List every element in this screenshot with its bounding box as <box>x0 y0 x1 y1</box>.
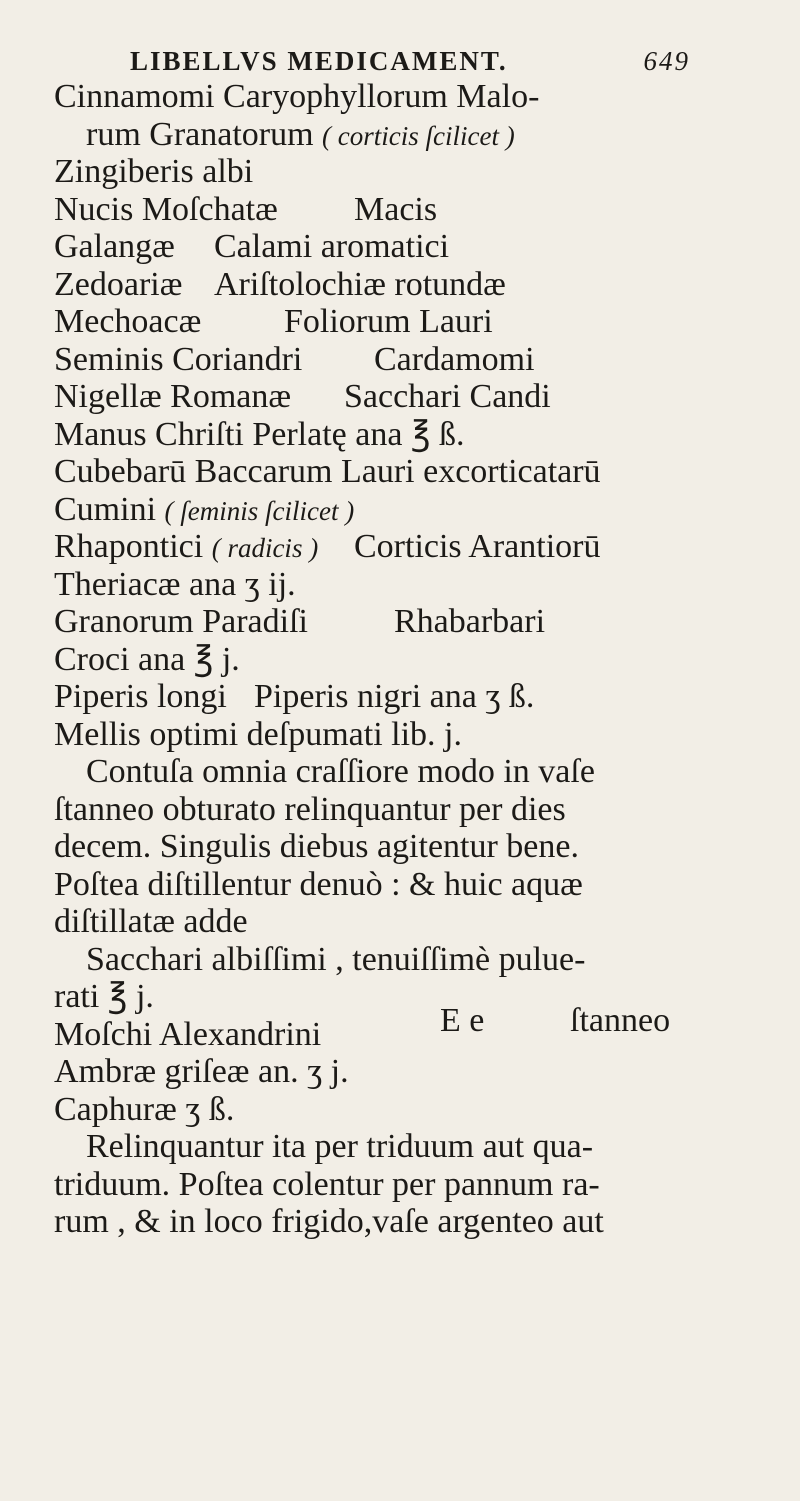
text-line <box>54 228 774 266</box>
line-text: ſtanneo obturato relinquantur per dies <box>54 790 566 828</box>
line-text: Cinnamomi Caryophyllorum Malo- <box>54 78 540 115</box>
line-text: rum Granatorum <box>86 115 323 153</box>
text-line <box>54 1091 774 1129</box>
line-italic-note: ( radicis ) <box>211 533 319 563</box>
text-line <box>54 453 774 491</box>
text-line <box>54 378 774 416</box>
text-line <box>54 153 774 191</box>
line-text: Sacchari albiſſimi , tenuiſſimè pulue- <box>86 940 586 978</box>
recipe-text <box>54 78 774 1241</box>
line-second-column: Ariſtolochiæ rotundæ <box>214 265 506 303</box>
text-line <box>54 1203 774 1241</box>
text-line <box>54 416 774 454</box>
line-second-column: Piperis nigri ana ʒ ß. <box>254 678 535 715</box>
text-line <box>54 828 774 866</box>
line-text: Granorum Paradiſi <box>54 603 308 640</box>
line-second-column: Sacchari Candi <box>344 378 551 415</box>
line-text: Theriacæ ana ʒ ij. <box>54 565 296 603</box>
text-line <box>54 191 774 229</box>
line-text: Piperis longi <box>54 678 227 715</box>
text-line <box>54 641 774 679</box>
line-text: Mechoacæ <box>54 303 202 340</box>
text-line <box>54 716 774 754</box>
line-italic-note: ( corticis ſcilicet ) <box>322 120 515 151</box>
line-text: Contuſa omnia craſſiore modo in vaſe <box>86 753 595 790</box>
line-text: Seminis Coriandri <box>54 340 303 378</box>
line-text: Nucis Moſchatæ <box>54 190 278 228</box>
line-italic-note: ( ſeminis ſcilicet ) <box>164 495 355 526</box>
text-line <box>54 903 774 941</box>
line-text: Croci ana ℥ j. <box>54 640 240 678</box>
line-second-column: Foliorum Lauri <box>284 303 493 340</box>
line-text: diſtillatæ adde <box>54 903 248 940</box>
text-line <box>54 566 774 604</box>
text-line <box>54 491 774 529</box>
page-footer <box>440 1002 720 1040</box>
line-text: Galangæ <box>54 228 175 265</box>
line-text: Nigellæ Romanæ <box>54 378 292 415</box>
line-text: Ambræ griſeæ an. ʒ j. <box>54 1053 349 1090</box>
text-line <box>54 678 774 716</box>
text-line <box>54 753 774 791</box>
text-line <box>54 866 774 904</box>
line-second-column: Calami aromatici <box>214 228 450 265</box>
line-second-column: Rhabarbari <box>394 603 546 640</box>
text-line <box>54 78 774 116</box>
text-line <box>54 303 774 341</box>
line-text: Relinquantur ita per triduum aut qua- <box>86 1128 594 1165</box>
signature-mark: E e <box>440 1002 485 1039</box>
text-line <box>54 528 774 566</box>
text-line <box>54 1128 774 1166</box>
line-text: Cubebarū Baccarum Lauri excorticatarū <box>54 453 601 490</box>
line-second-column: Macis <box>354 190 438 228</box>
line-second-column: Cardamomi <box>374 340 535 378</box>
line-text: rati ℥ j. <box>54 978 154 1015</box>
line-text: decem. Singulis diebus agitentur bene. <box>54 828 579 865</box>
line-second-column: Corticis Arantiorū <box>354 528 601 565</box>
line-text: Poſtea diſtillentur denuò : & huic aquæ <box>54 865 583 903</box>
text-line <box>54 1053 774 1091</box>
text-line <box>54 116 774 154</box>
line-text: Rhapontici <box>54 528 212 565</box>
line-text: Manus Chriſti Perlatę ana ℥ ß. <box>54 415 465 453</box>
line-text: Cumini <box>54 490 165 528</box>
line-text: rum , & in loco frigido,vaſe argenteo aut <box>54 1203 604 1240</box>
page-number: 649 <box>643 46 690 76</box>
text-line <box>54 266 774 304</box>
text-line <box>54 341 774 379</box>
line-text: Mellis optimi deſpumati lib. j. <box>54 715 462 753</box>
catchword: ſtanneo <box>570 1002 671 1039</box>
line-text: Moſchi Alexandrini <box>54 1015 322 1053</box>
text-line <box>54 941 774 979</box>
line-text: triduum. Poſtea colentur per pannum ra- <box>54 1165 600 1203</box>
line-text: Zedoariæ <box>54 265 183 303</box>
line-text: Zingiberis albi <box>54 153 254 190</box>
line-text: Caphuræ ʒ ß. <box>54 1090 235 1128</box>
text-line <box>54 1166 774 1204</box>
running-title: LIBELLVS MEDICAMENT. <box>130 46 508 76</box>
text-line <box>54 791 774 829</box>
text-line <box>54 603 774 641</box>
